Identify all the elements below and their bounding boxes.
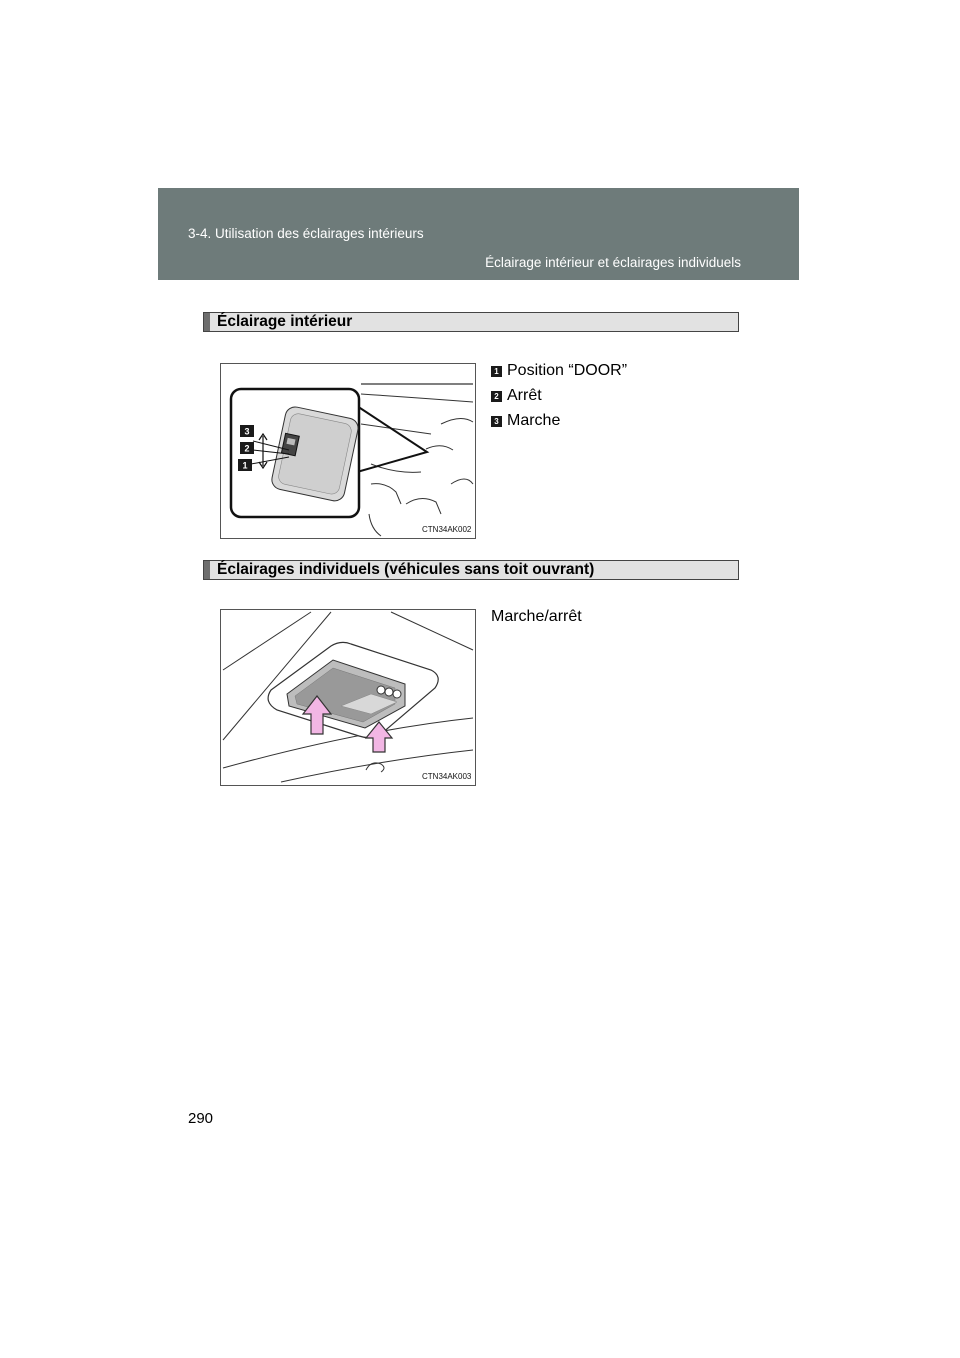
callout-1 [238,459,252,471]
item-number: 2 [491,391,502,402]
list-item [491,411,560,431]
figure-caption: Marche/arrêt [491,608,582,625]
section2-heading-bar [203,560,739,580]
svg-text:1: 1 [242,460,248,471]
figure-code: CTN34AK002 [422,525,472,534]
personal-lights-figure [220,609,476,786]
item-label: Arrêt [507,387,542,404]
section1-heading: Éclairage intérieur [217,313,353,330]
list-item [491,361,627,381]
item-label: Marche [507,412,561,429]
page-header [158,188,799,280]
personal-lights-illustration [221,610,475,785]
interior-light-illustration [221,364,475,538]
section-title: 3-4. Utilisation des éclairages intérieurs [188,226,424,241]
svg-text:2: 2 [244,443,250,454]
callout-3 [240,425,254,437]
topic-title: Éclairage intérieur et éclairages individuels [485,255,741,270]
callout-2 [240,442,254,454]
item-label: Position “DOOR” [507,362,628,379]
svg-text:3: 3 [244,426,250,437]
page-number: 290 [188,1110,214,1127]
item-number: 1 [491,366,502,377]
interior-light-figure [220,363,476,539]
figure-code: CTN34AK003 [422,772,472,781]
section2-heading: Éclairages individuels (véhicules sans toit ouvrant) [217,561,595,578]
list-item [491,386,542,406]
item-number: 3 [491,416,502,427]
section1-heading-bar [203,312,739,332]
